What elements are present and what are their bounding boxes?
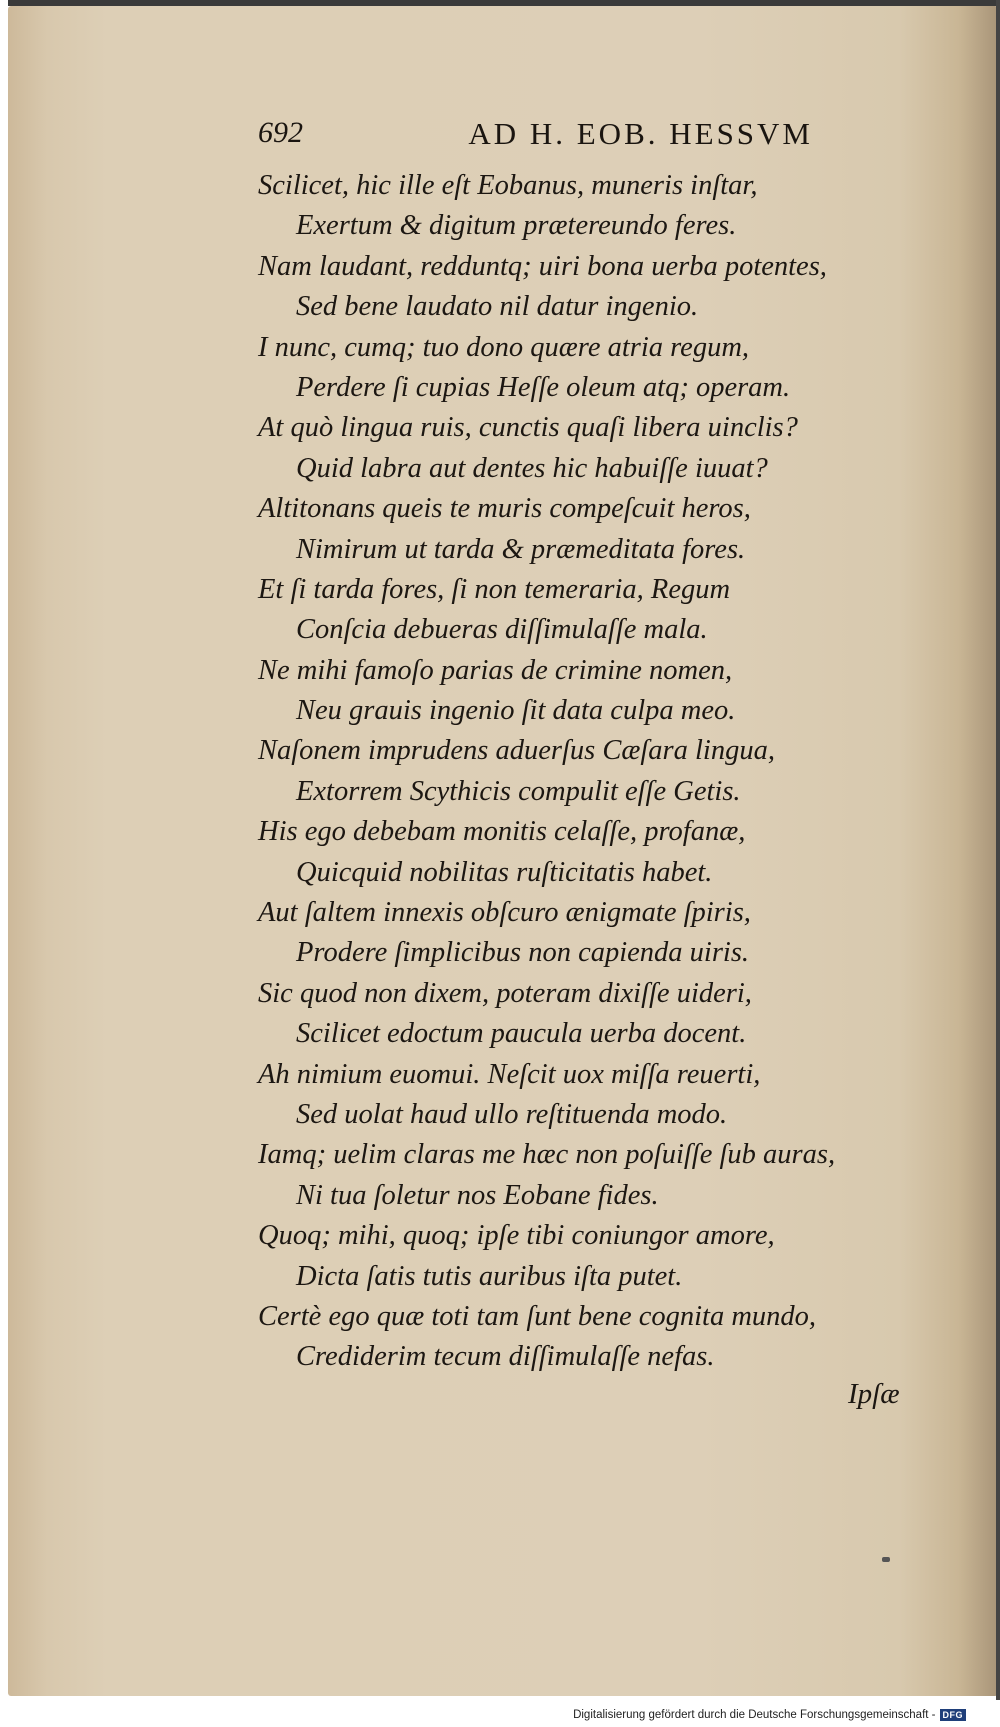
verse-line: Conſcia debueras diſſimulaſſe mala. bbox=[296, 614, 708, 646]
ink-smudge bbox=[882, 1557, 890, 1562]
verse-line: Dicta ſatis tutis auribus iſta putet. bbox=[296, 1260, 683, 1292]
verse-line: Scilicet, hic ille eſt Eobanus, muneris inſtar, bbox=[258, 170, 758, 201]
verse-line: Ne mihi famoſo parias de crimine nomen, bbox=[258, 654, 733, 686]
verse-line: Nam laudant, redduntq; uiri bona uerba potentes, bbox=[258, 250, 827, 282]
verse-line: Ah nimium euomui. Neſcit uox miſſa reuerti, bbox=[258, 1058, 761, 1090]
verse-line: Quicquid nobilitas ruſticitatis habet. bbox=[296, 856, 713, 888]
verse-line: Prodere ſimplicibus non capienda uiris. bbox=[296, 937, 750, 969]
verse-line: Exertum & digitum prætereundo feres. bbox=[296, 210, 737, 242]
digitization-credit bbox=[573, 1709, 966, 1721]
page-header bbox=[258, 116, 813, 156]
verse-list bbox=[258, 166, 898, 1378]
verse-line: Scilicet edoctum paucula uerba docent. bbox=[296, 1018, 747, 1050]
verse-line: Altitonans queis te muris compeſcuit heros, bbox=[258, 493, 751, 525]
verse-line: Quoq; mihi, quoq; ipſe tibi coniungor amore, bbox=[258, 1220, 775, 1252]
verse-line: At quò lingua ruis, cunctis quaſi libera uinclis? bbox=[258, 412, 798, 444]
verse-line: Neu grauis ingenio ſit data culpa meo. bbox=[296, 695, 736, 727]
book-right-edge bbox=[996, 0, 1000, 1700]
catchword: Ipſæ bbox=[848, 1378, 900, 1410]
verse-line: His ego debebam monitis celaſſe, profanæ, bbox=[258, 816, 746, 848]
dfg-logo: DFG bbox=[940, 1709, 967, 1721]
verse-line: Perdere ſi cupias Heſſe oleum atq; operam. bbox=[296, 371, 791, 403]
verse-line: Et ſi tarda fores, ſi non temeraria, Regum bbox=[258, 573, 731, 605]
running-head: AD H. EOB. HESSVM bbox=[468, 116, 813, 151]
credit-text: Digitalisierung gefördert durch die Deutsche Forschungsgemeinschaft - bbox=[573, 1709, 936, 1721]
verse-line: Crediderim tecum diſſimulaſſe nefas. bbox=[296, 1341, 715, 1373]
verse-line: Sed bene laudato nil datur ingenio. bbox=[296, 291, 699, 323]
verse-line: I nunc, cumq; tuo dono quære atria regum, bbox=[258, 331, 750, 363]
verse-line: Sed uolat haud ullo reſtituenda modo. bbox=[296, 1098, 728, 1130]
verse-line: Extorrem Scythicis compulit eſſe Getis. bbox=[296, 775, 741, 807]
verse-line: Sic quod non dixem, poteram dixiſſe uideri, bbox=[258, 977, 752, 1009]
verse-line: Aut ſaltem innexis obſcuro ænigmate ſpiris, bbox=[258, 897, 751, 929]
verse-line: Quid labra aut dentes hic habuiſſe iuuat? bbox=[296, 452, 768, 484]
verse-line: Nimirum ut tarda & præmeditata fores. bbox=[296, 533, 746, 565]
verse-line: Ni tua ſoletur nos Eobane fides. bbox=[296, 1179, 659, 1211]
verse-line: Certè ego quæ toti tam ſunt bene cognita mundo, bbox=[258, 1300, 817, 1332]
page-number: 692 bbox=[258, 116, 303, 149]
verse-line: Naſonem imprudens aduerſus Cæſara lingua, bbox=[258, 735, 775, 767]
verse-line: Iamq; uelim claras me hæc non poſuiſſe ſub auras, bbox=[258, 1139, 836, 1171]
